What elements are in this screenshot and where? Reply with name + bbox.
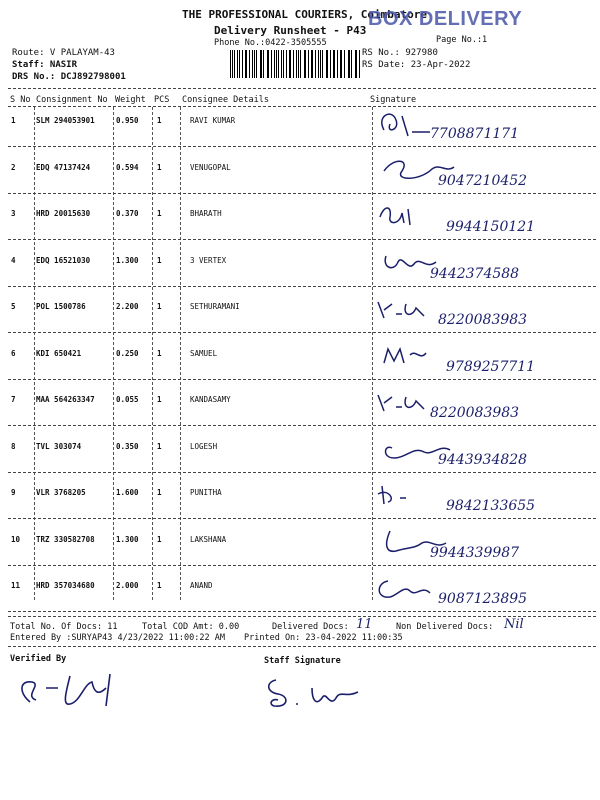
row-consignment: EDQ 47137424 xyxy=(36,162,91,172)
divider xyxy=(8,518,596,519)
row-pcs: 1 xyxy=(157,488,162,497)
route-label: Route: V PALAYAM-43 xyxy=(12,48,115,58)
staff-label: Staff: NASIR xyxy=(12,60,78,70)
row-handwritten-phone: 8220083983 xyxy=(430,405,520,421)
col-pcs: PCS xyxy=(154,95,170,105)
column-line xyxy=(113,107,114,600)
row-weight: 0.594 xyxy=(116,162,139,172)
verified-signature xyxy=(10,662,130,710)
rs-number: RS No.: 927980 xyxy=(362,48,438,58)
rs-date: RS Date: 23-Apr-2022 xyxy=(362,60,471,70)
non-delivered-docs: Non Delivered Docs: xyxy=(396,622,494,632)
divider xyxy=(8,239,596,240)
document-title: THE PROFESSIONAL COURIERS, Coimbatore xyxy=(182,8,428,21)
entered-by: Entered By :SURYAP43 4/23/2022 11:00:22 AM xyxy=(10,633,225,643)
row-pcs: 1 xyxy=(157,162,162,172)
row-consignment: KDI 650421 xyxy=(36,348,82,358)
divider xyxy=(8,425,596,426)
row-consignee: SETHURAMANI xyxy=(190,302,240,311)
row-pcs: 1 xyxy=(157,441,162,451)
barcode-icon xyxy=(230,50,362,78)
row-weight: 1.300 xyxy=(116,534,139,544)
row-consignee: ANAND xyxy=(190,581,213,590)
row-sno: 5 xyxy=(11,302,16,311)
recipient-signature xyxy=(374,385,454,419)
col-consignee: Consignee Details xyxy=(182,95,269,105)
recipient-signature xyxy=(374,478,454,512)
divider xyxy=(8,646,596,647)
row-sno: 7 xyxy=(11,395,16,404)
recipient-signature xyxy=(374,571,454,605)
row-handwritten-phone: 8220083983 xyxy=(438,312,528,328)
row-consignment: MAA 564263347 xyxy=(36,395,95,404)
row-sno: 3 xyxy=(11,209,16,218)
row-consignee: KANDASAMY xyxy=(190,395,231,404)
recipient-signature xyxy=(380,339,460,373)
column-line xyxy=(152,107,153,600)
row-pcs: 1 xyxy=(157,534,162,544)
row-pcs: 1 xyxy=(157,348,162,358)
row-consignee: VENUGOPAL xyxy=(190,162,231,172)
row-consignment: HRD 20015630 xyxy=(36,209,91,218)
divider xyxy=(8,88,596,89)
row-sno: 9 xyxy=(11,488,16,497)
col-signature: Signature xyxy=(370,95,417,105)
recipient-signature xyxy=(380,153,460,187)
row-weight: 2.000 xyxy=(116,581,139,590)
row-sno: 11 xyxy=(11,581,21,590)
recipient-signature xyxy=(374,292,454,326)
row-consignment: POL 1500786 xyxy=(36,302,86,311)
row-consignee: 3 VERTEX xyxy=(190,255,227,265)
row-handwritten-phone: 9087123895 xyxy=(438,591,528,607)
row-weight: 0.350 xyxy=(116,441,139,451)
divider xyxy=(8,286,596,287)
divider xyxy=(8,106,596,107)
row-weight: 0.055 xyxy=(116,395,139,404)
row-weight: 1.600 xyxy=(116,488,139,497)
row-weight: 0.950 xyxy=(116,116,139,125)
row-sno: 2 xyxy=(11,162,16,172)
row-consignee: LAKSHANA xyxy=(190,534,227,544)
row-pcs: 1 xyxy=(157,302,162,311)
row-weight: 2.200 xyxy=(116,302,139,311)
row-pcs: 1 xyxy=(157,395,162,404)
col-weight: Weight xyxy=(115,95,146,105)
row-handwritten-phone: 9789257711 xyxy=(446,358,536,375)
staff-signature xyxy=(262,668,372,712)
row-consignment: TRZ 330582708 xyxy=(36,534,95,544)
row-handwritten-phone: 9443934828 xyxy=(438,451,528,468)
row-sno: 8 xyxy=(11,441,16,451)
row-weight: 1.300 xyxy=(116,255,139,265)
recipient-signature xyxy=(374,106,454,140)
row-handwritten-phone: 9442374588 xyxy=(430,265,520,282)
row-pcs: 1 xyxy=(157,255,162,265)
box-delivery-stamp: BOX DELIVERY xyxy=(368,8,523,30)
row-consignment: SLM 294053901 xyxy=(36,116,95,125)
delivered-docs: Delivered Docs: xyxy=(272,622,349,632)
row-consignee: RAVI KUMAR xyxy=(190,116,236,125)
delivered-docs-handwritten: 11 xyxy=(356,617,373,632)
row-consignee: LOGESH xyxy=(190,441,218,451)
row-sno: 4 xyxy=(11,255,16,265)
row-sno: 10 xyxy=(11,534,21,544)
row-consignee: SAMUEL xyxy=(190,348,218,358)
verified-by-label: Verified By xyxy=(10,654,67,664)
row-consignee: BHARATH xyxy=(190,209,222,218)
total-docs: Total No. Of Docs: 11 xyxy=(10,622,118,632)
divider xyxy=(8,146,596,147)
recipient-signature xyxy=(374,199,454,233)
staff-signature-label: Staff Signature xyxy=(264,656,341,666)
row-pcs: 1 xyxy=(157,581,162,590)
divider xyxy=(8,332,596,333)
divider xyxy=(8,379,596,380)
row-consignment: HRD 357034680 xyxy=(36,581,95,590)
row-handwritten-phone: 9944150121 xyxy=(446,219,536,235)
row-sno: 1 xyxy=(11,116,16,125)
row-consignee: PUNITHA xyxy=(190,488,222,497)
non-delivered-handwritten: Nil xyxy=(504,617,524,632)
drs-number: DRS No.: DCJ892798001 xyxy=(12,72,126,82)
row-handwritten-phone: 9842133655 xyxy=(446,498,536,514)
col-consignment: Consignment No xyxy=(36,95,108,105)
divider xyxy=(8,472,596,473)
printed-on: Printed On: 23-04-2022 11:00:35 xyxy=(244,633,403,643)
row-consignment: TVL 303074 xyxy=(36,441,82,451)
row-consignment: VLR 3768205 xyxy=(36,488,86,497)
column-line xyxy=(180,107,181,600)
divider xyxy=(8,565,596,566)
row-handwritten-phone: 9944339987 xyxy=(430,544,520,561)
row-handwritten-phone: 7708871171 xyxy=(430,126,520,142)
phone-number: Phone No.:0422-3505555 xyxy=(214,38,327,48)
page-number: Page No.:1 xyxy=(436,35,488,45)
recipient-signature xyxy=(380,432,460,466)
column-line xyxy=(34,107,35,600)
row-pcs: 1 xyxy=(157,116,162,125)
divider xyxy=(8,193,596,194)
total-cod: Total COD Amt: 0.00 xyxy=(142,622,240,632)
row-weight: 0.250 xyxy=(116,348,139,358)
column-line xyxy=(372,107,373,600)
recipient-signature xyxy=(380,246,460,280)
row-handwritten-phone: 9047210452 xyxy=(438,172,528,189)
row-consignment: EDQ 16521030 xyxy=(36,255,91,265)
row-sno: 6 xyxy=(11,348,16,358)
divider xyxy=(8,611,596,612)
row-weight: 0.370 xyxy=(116,209,139,218)
col-sno: S No xyxy=(10,95,31,105)
recipient-signature xyxy=(380,525,460,559)
document-subtitle: Delivery Runsheet - P43 xyxy=(214,24,367,37)
row-pcs: 1 xyxy=(157,209,162,218)
